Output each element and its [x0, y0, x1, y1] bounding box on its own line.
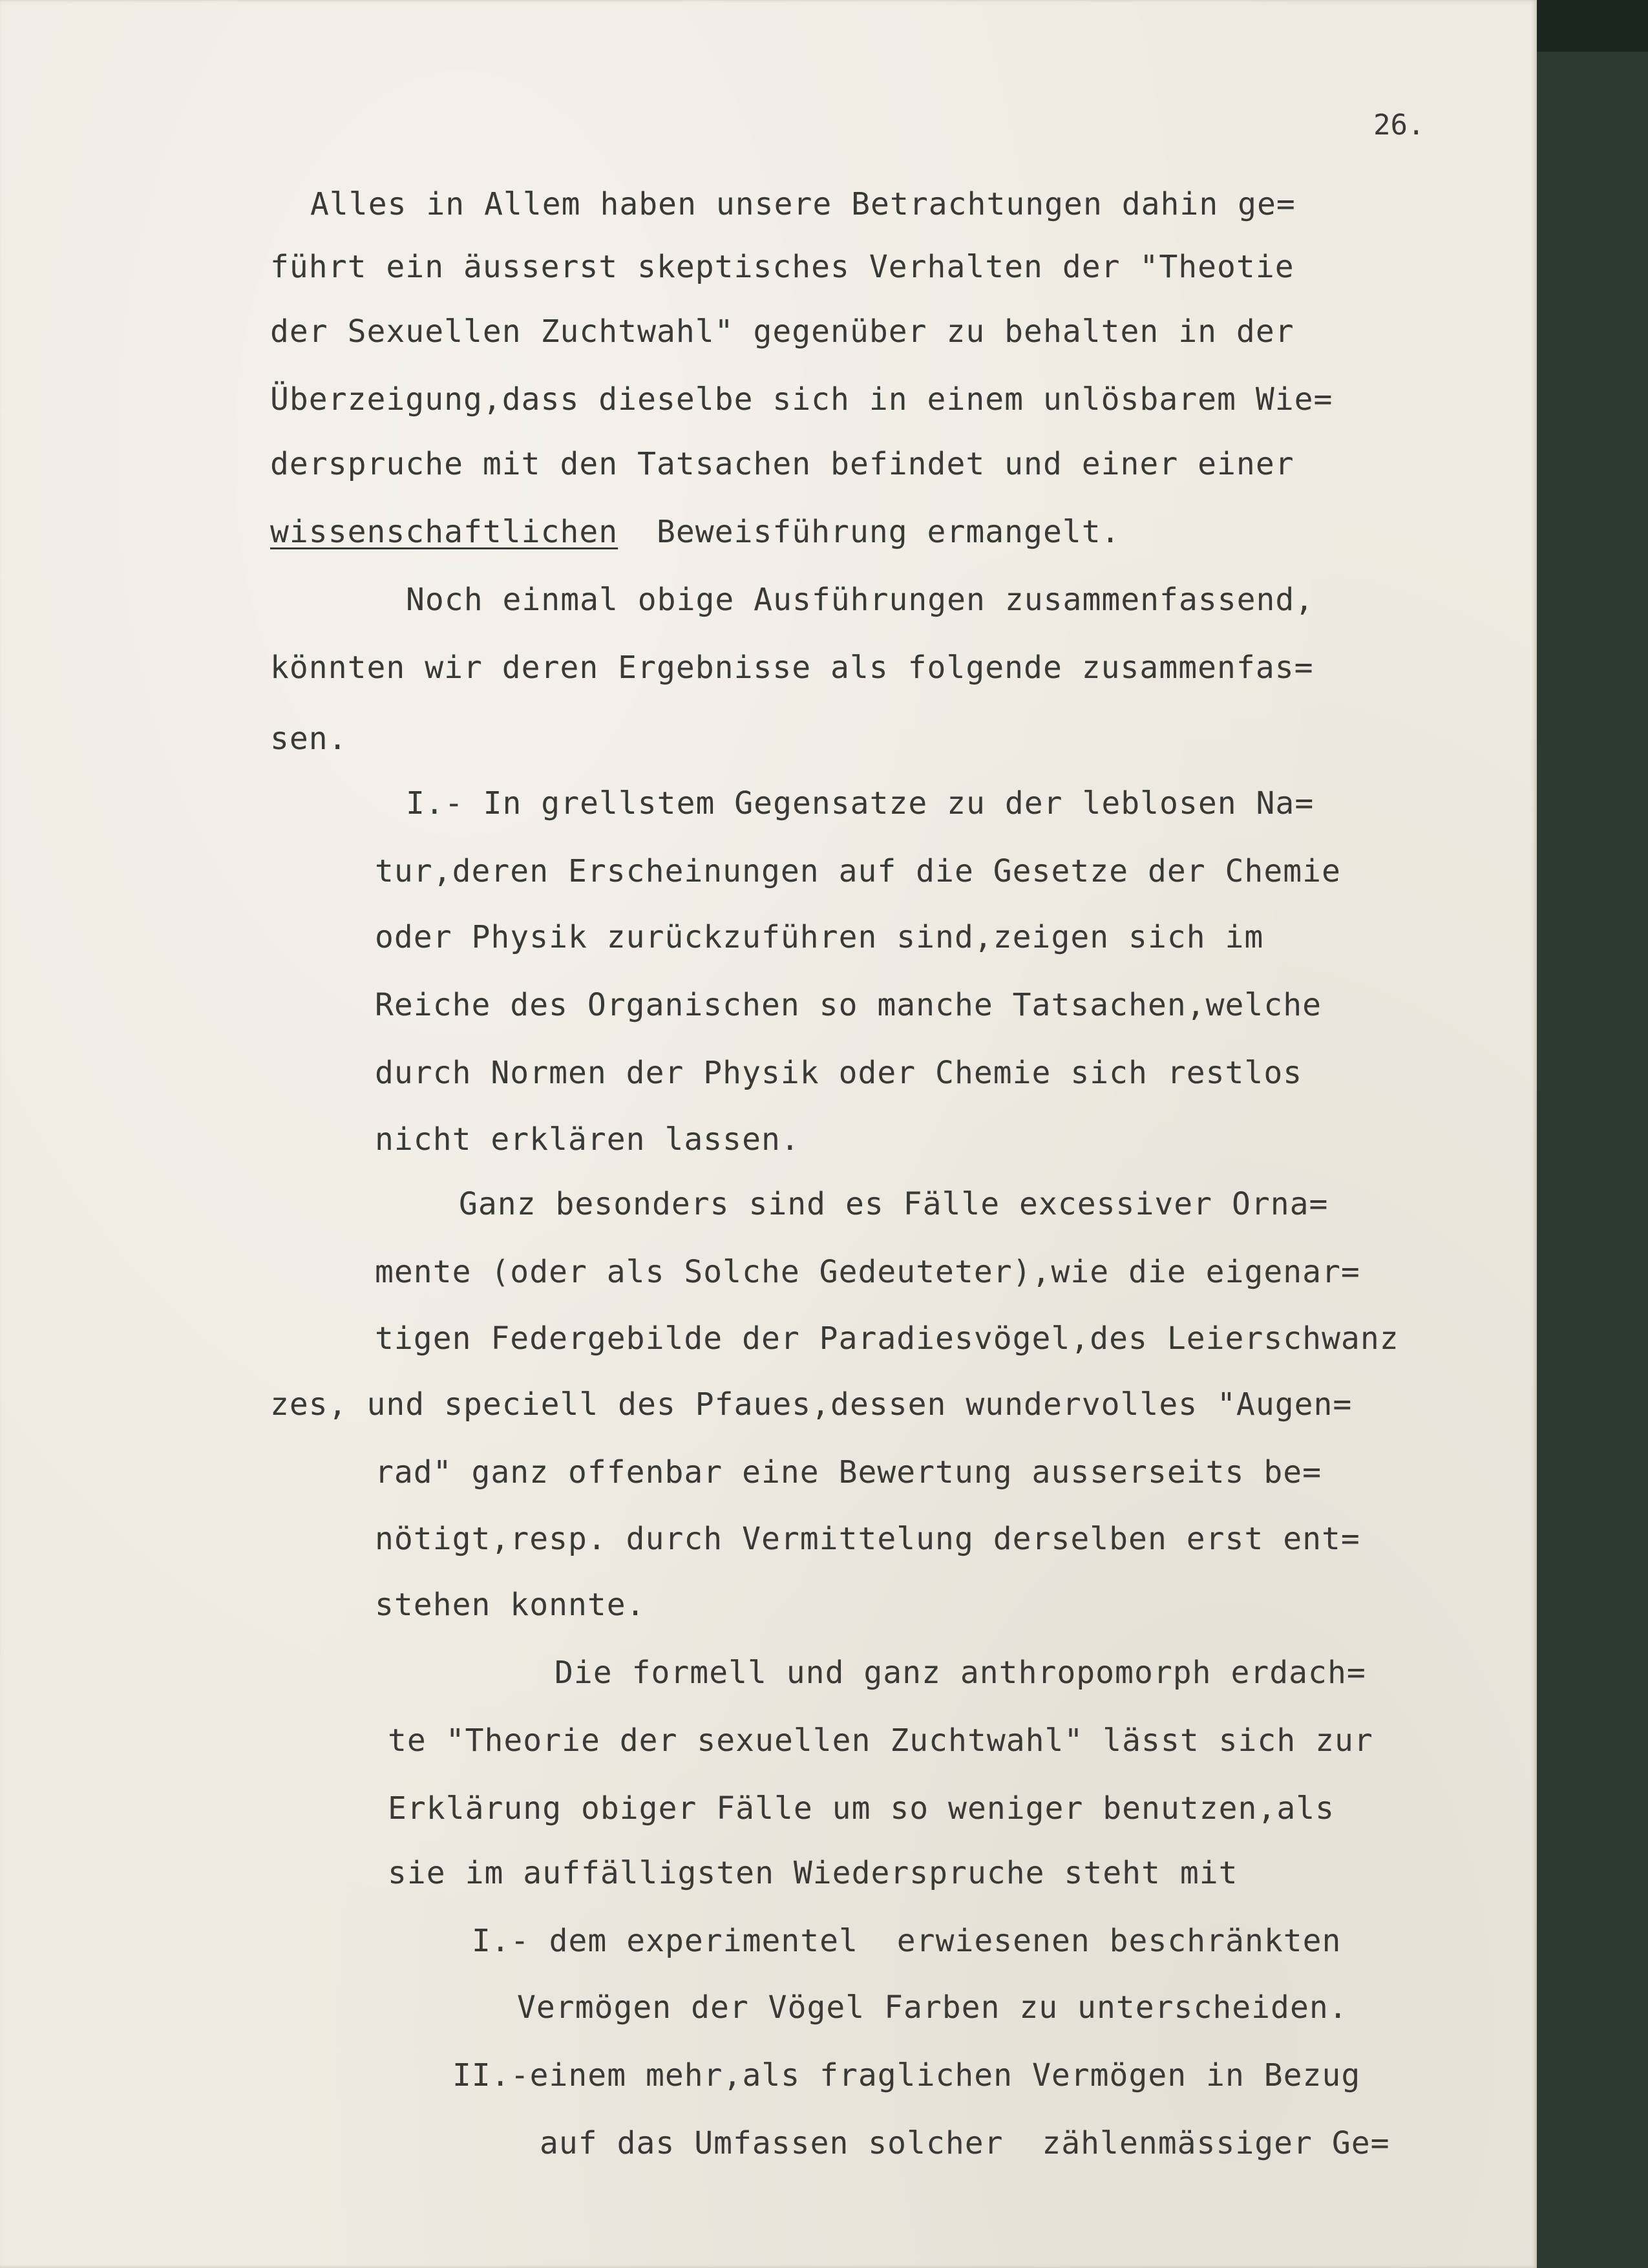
- sub-point-2-line-2: auf das Umfassen solcher zählenmässiger Ge=: [540, 2125, 1390, 2161]
- point-1-cont-line-1: Ganz besonders sind es Fälle excessiver Orna=: [459, 1186, 1329, 1222]
- paragraph-1-line-6: [270, 514, 1121, 550]
- point-1-cont-line-5: rad" ganz offenbar eine Bewertung ausserseits be=: [375, 1454, 1322, 1490]
- point-1-cont-line-6: nötigt,resp. durch Vermittelung derselben erst ent=: [375, 1521, 1360, 1557]
- paragraph-1-line-4: Überzeigung,dass dieselbe sich in einem unlösbarem Wie=: [270, 381, 1333, 418]
- paragraph-1-line-5: derspruche mit den Tatsachen befindet und einer einer: [270, 446, 1294, 482]
- paragraph-2-line-1: Noch einmal obige Ausführungen zusammenfassend,: [406, 582, 1315, 618]
- point-1-line-1: I.- In grellstem Gegensatze zu der leblosen Na=: [406, 785, 1315, 821]
- paragraph-2-line-2: könnten wir deren Ergebnisse als folgende zusammenfas=: [270, 650, 1314, 686]
- paragraph-1-line-3: der Sexuellen Zuchtwahl" gegenüber zu behalten in der: [270, 313, 1294, 350]
- page-number: 26.: [1373, 109, 1425, 142]
- theory-line-4: sie im auffälligsten Wiederspruche steht mit: [388, 1855, 1238, 1891]
- paragraph-2-line-3: sen.: [270, 721, 348, 757]
- point-1-line-5: durch Normen der Physik oder Chemie sich restlos: [375, 1055, 1303, 1091]
- point-1-line-2: tur,deren Erscheinungen auf die Gesetze der Chemie: [375, 853, 1341, 889]
- theory-line-2: te "Theorie der sexuellen Zuchtwahl" lässt sich zur: [388, 1722, 1373, 1759]
- theory-line-3: Erklärung obiger Fälle um so weniger benutzen,als: [388, 1790, 1335, 1827]
- underlined-word: wissenschaftlichen: [270, 514, 618, 550]
- point-1-cont-line-7: stehen konnte.: [375, 1587, 646, 1623]
- scanner-background-top: [1535, 0, 1648, 52]
- point-1-cont-line-4: zes, und speciell des Pfaues,dessen wundervolles "Augen=: [270, 1386, 1353, 1423]
- paragraph-1-line-6-rest: Beweisführung ermangelt.: [618, 514, 1121, 550]
- point-1-cont-line-2: mente (oder als Solche Gedeuteter),wie die eigenar=: [375, 1254, 1360, 1290]
- theory-line-1: Die formell und ganz anthropomorph erdach=: [555, 1655, 1366, 1691]
- paragraph-1-line-1: Alles in Allem haben unsere Betrachtungen dahin ge=: [310, 186, 1296, 222]
- point-1-line-4: Reiche des Organischen so manche Tatsachen,welche: [375, 987, 1322, 1023]
- sub-point-1-line-2: Vermögen der Vögel Farben zu unterscheiden.: [517, 1989, 1348, 2026]
- sub-point-1-line-1: I.- dem experimentel erwiesenen beschränkten: [472, 1923, 1342, 1959]
- point-1-line-6: nicht erklären lassen.: [375, 1121, 800, 1158]
- scanner-background: [1535, 0, 1648, 2268]
- paragraph-1-line-2: führt ein äusserst skeptisches Verhalten der "Theotie: [270, 249, 1294, 285]
- sub-point-2-line-1: II.-einem mehr,als fraglichen Vermögen in Bezug: [452, 2057, 1361, 2093]
- point-1-line-3: oder Physik zurückzuführen sind,zeigen sich im: [375, 919, 1264, 955]
- point-1-cont-line-3: tigen Federgebilde der Paradiesvögel,des Leierschwanz: [375, 1320, 1399, 1357]
